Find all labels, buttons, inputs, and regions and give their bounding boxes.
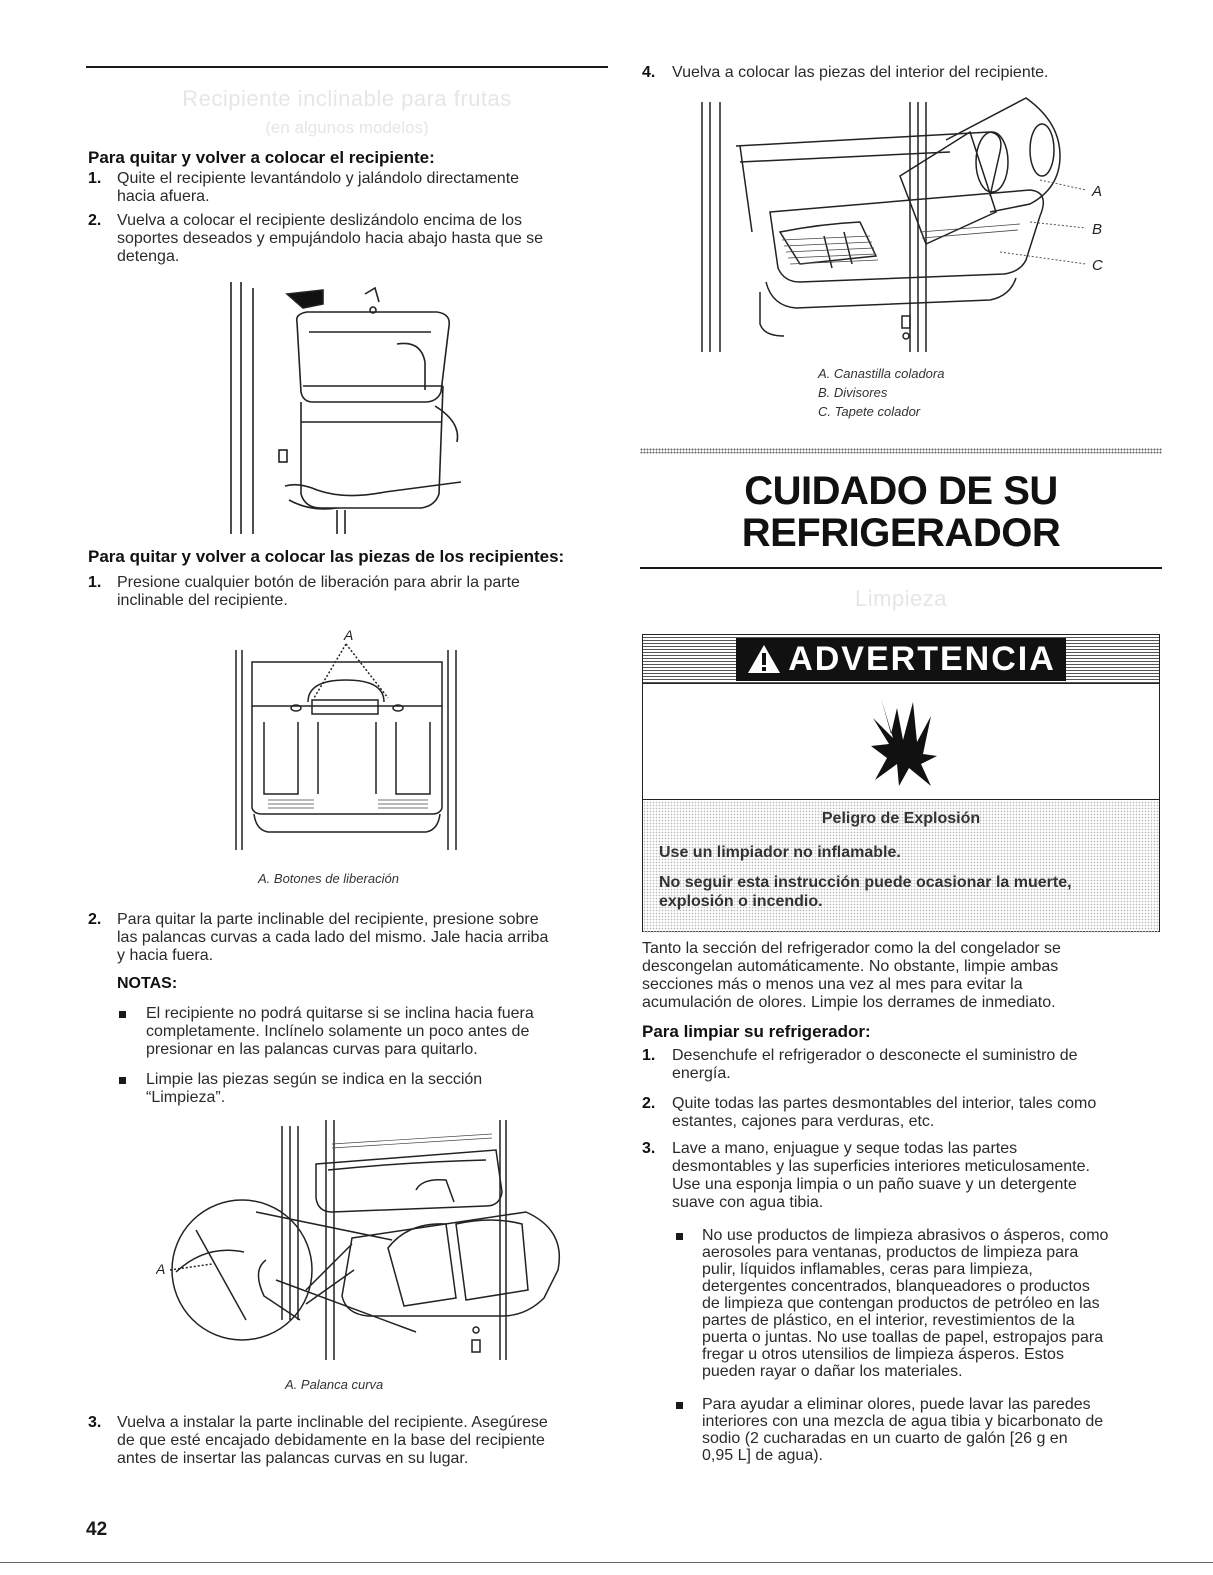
warning-header [643,635,1159,683]
clean-bullet-1-line-6: partes de plástico, en el interior, revestimientos de la [702,1312,1075,1329]
page-number: 42 [86,1519,108,1540]
clean-bullet-1-line-8: fregar u otros utensilios de limpieza ásperos. Estos [702,1346,1064,1363]
warning-line-1: Use un limpiador no inflamable. [659,844,901,861]
warning-title-badge [736,638,1066,681]
clean-bullet-1 [676,1233,683,1240]
step-b3-line-2: de que esté encajado debidamente en la base del recipiente [117,1432,545,1449]
explosion-icon [869,694,939,790]
clean-bullet-1-line-3: pulir, líquidos inflamables, ceras para limpieza, [702,1261,1033,1278]
clean-step-3-line-4: suave con agua tibia. [672,1194,824,1211]
warning-line-2b: explosión o incendio. [659,893,823,910]
clean-step-3-number: 3. [642,1140,656,1157]
clean-step-3-line-3: Use una esponja limpia o un paño suave y un detergente [672,1176,1077,1193]
step-b3-line-3: antes de insertar las palancas curvas en su lugar. [117,1450,469,1467]
step-b2-line-2: las palancas curvas a cada lado del mismo. Jale hacia arriba [117,929,549,946]
fig4-caption-c: C. Tapete colador [818,404,921,419]
warning-pictogram-area [643,683,1159,800]
step-b1-number: 1. [88,574,102,591]
clean-step-2-line-1: Quite todas las partes desmontables del interior, tales como [672,1095,1097,1112]
heading-remove-bin-parts: Para quitar y volver a colocar las piezas de los recipientes: [88,547,565,566]
fig4-label-b: B [1092,221,1103,238]
note-1-line-3: presionar en las palancas curvas para quitarlo. [146,1041,478,1058]
clean-bullet-2 [676,1402,683,1409]
intro-line-3: secciones más o menos una vez al mes para evitar la [642,976,1023,993]
note-1-line-1: El recipiente no podrá quitarse si se inclina hacia fuera [146,1005,534,1022]
step-1-line-2: hacia afuera. [117,188,210,205]
warning-hazard: Peligro de Explosión [821,810,981,827]
step-2-line-1: Vuelva a colocar el recipiente deslizándolo encima de los [117,212,522,229]
clean-step-1-number: 1. [642,1047,656,1064]
clean-bullet-1-line-5: de limpieza que contengan productos de petróleo en las [702,1295,1100,1312]
section-title-fruit-bin: Recipiente inclinable para frutas [182,86,512,111]
fig4-caption-b: B. Divisores [818,385,888,400]
figure-bin-removal [225,282,475,540]
clean-bullet-1-line-7: puerta o juntas. No use toallas de papel, estropajos para [702,1329,1104,1346]
step-2-number: 2. [88,212,102,229]
warning-text-area [643,801,1159,933]
notes-heading: NOTAS: [117,975,178,992]
heading-remove-bin: Para quitar y volver a colocar el recipiente: [88,148,435,167]
clean-bullet-2-line-4: 0,95 L] de agua). [702,1447,823,1464]
top-rule-left [86,66,608,68]
step-b3-number: 3. [88,1414,102,1431]
step-4-number: 4. [642,64,656,81]
figure-release-buttons [228,624,464,852]
clean-bullet-1-line-9: pueden rayar o dañar los materiales. [702,1363,963,1380]
fig4-caption-a: A. Canastilla coladora [818,366,945,381]
bottom-rule [0,1562,1213,1563]
step-b3-line-1: Vuelva a instalar la parte inclinable del recipiente. Asegúrese [117,1414,548,1431]
intro-line-1: Tanto la sección del refrigerador como la del congelador se [642,940,1061,957]
heading-clean-refrigerator: Para limpiar su refrigerador: [642,1022,871,1041]
clean-step-2-line-2: estantes, cajones para verduras, etc. [672,1113,935,1130]
fig3-label-a: A [156,1261,166,1277]
warning-triangle-icon [746,643,782,675]
clean-step-3-line-1: Lave a mano, enjuague y seque todas las partes [672,1140,1018,1157]
step-2-line-2: soportes deseados y empujándolo hacia abajo hasta que se [117,230,544,247]
figure-curved-lever [156,1120,570,1368]
warning-box [642,634,1160,932]
chapter-title-line-2: REFRIGERADOR [741,511,1061,555]
fig2-label-a: A [344,627,354,643]
clean-bullet-1-line-2: aerosoles para ventanas, productos de limpieza para [702,1244,1079,1261]
note-2-line-1: Limpie las piezas según se indica en la sección [146,1071,483,1088]
step-b1-line-2: inclinable del recipiente. [117,592,288,609]
chapter-title-line-1: CUIDADO DE SU [744,469,1058,513]
step-b1-line-1: Presione cualquier botón de liberación para abrir la parte [117,574,520,591]
figure-bin-interior-parts [700,92,1120,360]
step-b2-line-3: y hacia fuera. [117,947,214,964]
step-1-line-1: Quite el recipiente levantándolo y jalándolo directamente [117,170,520,187]
step-4-text: Vuelva a colocar las piezas del interior del recipiente. [672,64,1049,81]
note-1-bullet [119,1011,126,1018]
intro-line-4: acumulación de olores. Limpie los derrames de inmediato. [642,994,1056,1011]
step-b2-number: 2. [88,911,102,928]
clean-step-1-line-2: energía. [672,1065,731,1082]
clean-step-2-number: 2. [642,1095,656,1112]
fig3-caption: A. Palanca curva [285,1377,384,1392]
warning-title: ADVERTENCIA [788,639,1056,678]
note-2-line-2: “Limpieza”. [146,1089,226,1106]
fig2-caption: A. Botones de liberación [258,871,399,886]
clean-bullet-2-line-2: interiores con una mezcla de agua tibia y bicarbonato de [702,1413,1104,1430]
fig4-label-a: A [1092,183,1103,200]
step-1-number: 1. [88,170,102,187]
clean-bullet-2-line-1: Para ayudar a eliminar olores, puede lavar las paredes [702,1396,1091,1413]
fig4-label-c: C [1092,257,1103,274]
clean-bullet-2-line-3: sodio (2 cucharadas en un cuarto de galón [26 g en [702,1430,1068,1447]
note-2-bullet [119,1077,126,1084]
clean-bullet-1-line-4: detergentes concentrados, blanqueadores o productos [702,1278,1090,1295]
note-1-line-2: completamente. Inclínelo solamente un poco antes de [146,1023,530,1040]
section-title-cleaning: Limpieza [854,586,948,611]
clean-bullet-1-line-1: No use productos de limpieza abrasivos o ásperos, como [702,1227,1109,1244]
top-rule-right [640,567,1162,569]
step-b2-line-1: Para quitar la parte inclinable del recipiente, presione sobre [117,911,539,928]
step-2-line-3: detenga. [117,248,180,265]
warning-line-2a: No seguir esta instrucción puede ocasionar la muerte, [659,874,1072,891]
section-subtitle: (en algunos modelos) [265,118,429,137]
intro-line-2: descongelan automáticamente. No obstante, limpie ambas [642,958,1059,975]
dotted-separator [640,448,1162,454]
clean-step-3-line-2: desmontables y las superficies interiores meticulosamente. [672,1158,1090,1175]
clean-step-1-line-1: Desenchufe el refrigerador o desconecte el suministro de [672,1047,1078,1064]
